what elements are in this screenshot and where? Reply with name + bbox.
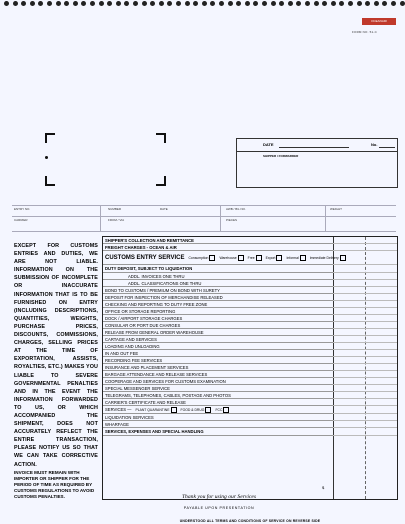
field-from-via: FROM / VIA: [108, 218, 125, 222]
perforation-hole: [314, 1, 319, 6]
field-rule-top: [12, 205, 396, 206]
charge-row-7: [103, 287, 333, 294]
perforation-hole: [357, 1, 362, 6]
charge-label: LOADING AND UNLOADING: [105, 344, 160, 349]
entry-type-option: [310, 256, 346, 260]
liability-notice: EXCEPT FOR CUSTOMS ENTRIES AND DUTIES, WE ARE NOT LIABLE. INFORMATION ON THE SUBMISSION OF INCOMPLETE OR INACCURATE INFORMATION THAT IS TO BE FURNISHED ON ENTRY (INCLUDING DESCRIPTIONS, QUANTITIES, WEIGHTS, PURCHASE PRICES, DISCOUNTS, COMMISSIONS, CHARGES, SELLING PRICES AT THE TIME OF EXPORTATION, ASSISTS, ROYALTIES, ETC.) MAKES YOU LIABLE TO SEVERE GOVERNMENTAL PENALTIES AND IN THE EVENT THE INFORMATION FORWARDED TO US, OR WHICH ACCOMPANIED THE SHIPMENT, DOES NOT ACCURATELY REFLECT THE ENTIRE TRANSACTION, PLEASE NOTIFY US SO THAT WE CAN TAKE CORRECTIVE ACTION.: [14, 243, 98, 468]
charge-label: ADDL. CLASSIFICATIONS ONE THRU: [128, 281, 202, 286]
charge-label: SERVICES —: [105, 407, 132, 412]
perforation-hole: [99, 1, 104, 6]
charge-label: BOND TO CUSTOMS / PREMIUM ON BOND WITH SURETY: [105, 288, 220, 293]
entry-type-option: [219, 256, 243, 260]
perforation-hole: [365, 1, 370, 6]
field-number: NUMBER: [108, 207, 122, 211]
date-label: DATE: [263, 142, 274, 147]
perforation-hole: [150, 1, 155, 6]
charge-row-11: [103, 315, 333, 322]
window-corner-bottom-left: [45, 176, 55, 186]
charge-label: CONSULAR OR PORT DUE CHARGES: [105, 323, 181, 328]
charge-label: DUTY DEPOSIT, SUBJECT TO LIQUIDATION: [105, 266, 193, 271]
perforation-hole: [279, 1, 284, 6]
perforation-hole: [253, 1, 258, 6]
amount-cell[interactable]: [333, 413, 397, 414]
amount-column-divider: [333, 237, 334, 499]
amount-cell[interactable]: [333, 356, 397, 357]
charge-row-21: [103, 385, 333, 392]
option-checkbox[interactable]: [256, 255, 262, 261]
charge-row-2: [103, 244, 333, 251]
perforation-hole: [142, 1, 147, 6]
charge-row-9: [103, 301, 333, 308]
charge-row-15: [103, 343, 333, 350]
perforation-hole: [339, 1, 344, 6]
charges-table: [102, 236, 398, 500]
perforation-hole: [305, 1, 310, 6]
option-checkbox[interactable]: [340, 255, 346, 261]
charge-row-1: [103, 237, 333, 244]
charge-row-5: [103, 273, 333, 280]
charge-row-13: [103, 329, 333, 336]
field-carrier: CARRIER: [14, 218, 28, 222]
charge-label: WHARFAGE: [105, 422, 129, 427]
amount-cell[interactable]: [333, 420, 397, 421]
field-entry-no: ENTRY NO.: [14, 207, 31, 211]
charge-label: SPECIAL MESSENGER SERVICE: [105, 386, 170, 391]
charge-row-20: [103, 378, 333, 385]
charge-row-14: [103, 336, 333, 343]
option-label: Export: [265, 256, 276, 260]
perforation-hole: [288, 1, 293, 6]
entry-type-option: [266, 256, 283, 260]
field-divider-1: [100, 205, 101, 231]
registration-dot: [45, 156, 48, 159]
charge-label: CUSTOMS ENTRY SERVICE: [105, 255, 185, 261]
field-rule-bottom: [12, 231, 396, 232]
entry-type-option: [135, 408, 176, 412]
field-rule-middle: [12, 216, 396, 217]
perforation-hole: [219, 1, 224, 6]
option-checkbox[interactable]: [300, 255, 306, 261]
company-logo: OCEANAIR: [362, 18, 396, 25]
charge-label: CHECKING AND REPORTING TO DUTY FREE ZONE: [105, 302, 208, 307]
option-label: Free: [247, 256, 255, 260]
option-label: Immediate Delivery: [309, 256, 339, 260]
amount-cell[interactable]: [333, 370, 397, 371]
perforation-hole: [47, 1, 52, 6]
amount-cell[interactable]: [333, 435, 397, 436]
charge-row-6: [103, 280, 333, 287]
perforation-hole: [4, 1, 9, 6]
amount-cell[interactable]: [333, 286, 397, 287]
entry-type-option: [286, 256, 305, 260]
charge-row-18: [103, 364, 333, 371]
perforation-hole: [245, 1, 250, 6]
perforation-hole: [13, 1, 18, 6]
entry-type-option: [215, 408, 229, 412]
charge-label: TELEGRAMS, TELEPHONES, CABLES, POSTAGE AND PHOTOS: [105, 393, 231, 398]
amount-cell[interactable]: [333, 321, 397, 322]
charge-label: OFFICE OR STORAGE REPORTING: [105, 309, 176, 314]
perforation-hole: [348, 1, 353, 6]
number-label: No.: [371, 142, 378, 147]
option-label: PLANT QUARANTINE: [135, 408, 170, 412]
form-number: FORM NO. 51-C: [352, 30, 377, 34]
perforation-hole: [38, 1, 43, 6]
perforation-hole: [116, 1, 121, 6]
perforation-hole: [228, 1, 233, 6]
field-date: DATE: [160, 207, 168, 211]
option-label: FOOD & DRUG: [180, 408, 205, 412]
charge-row-10: [103, 308, 333, 315]
entry-type-option: [181, 408, 212, 412]
charge-label: LIQUIDATION SERVICES: [105, 415, 154, 420]
perforation-hole: [167, 1, 172, 6]
charge-label: CARRIER'S CERTIFICATE AND RELEASE: [105, 400, 186, 405]
amount-cell[interactable]: [333, 314, 397, 315]
charge-label: SERVICES, EXPENSES AND SPECIAL HANDLING: [105, 429, 204, 434]
header-divider: [237, 151, 397, 152]
field-divider-2: [220, 205, 221, 231]
perforation-hole: [236, 1, 241, 6]
field-pieces: PIECES: [226, 218, 238, 222]
option-label: Warehouse: [219, 256, 237, 260]
charge-row-27: [103, 428, 333, 436]
charge-label: DEPOSIT FOR INSPECTION OF MERCHANDISE RELEASED: [105, 295, 223, 300]
amount-cell[interactable]: [333, 349, 397, 350]
consignee-label: SHIPPER / FORWARDER: [263, 154, 299, 158]
perforation-hole: [124, 1, 129, 6]
perforation-hole: [21, 1, 26, 6]
perforation-hole: [322, 1, 327, 6]
window-corner-top-right: [156, 133, 166, 143]
thank-you-note: Thank you for using our Services: [181, 494, 257, 500]
perforation-hole: [296, 1, 301, 6]
charge-row-17: [103, 357, 333, 364]
charge-label: INSURANCE AND PLACEMENT SERVICES: [105, 365, 189, 370]
amount-cell[interactable]: [333, 377, 397, 378]
number-line[interactable]: [379, 147, 395, 148]
perforation-hole: [73, 1, 78, 6]
charge-row-24: [103, 406, 333, 414]
charge-row-3: [103, 251, 339, 265]
entry-type-option: [248, 256, 262, 260]
charge-label: CARTAGE AND SERVICES: [105, 337, 157, 342]
payable-note: PAYABLE UPON PRESENTATION: [183, 506, 255, 510]
perforation-hole: [176, 1, 181, 6]
perforation-hole: [271, 1, 276, 6]
cents-column-divider: [365, 237, 366, 499]
entry-type-option: [188, 256, 215, 260]
amount-cell[interactable]: [333, 342, 397, 343]
charge-label: IN AND OUT FEE: [105, 351, 139, 356]
window-corner-bottom-right: [156, 176, 166, 186]
charge-label: ADDL. INVOICES ONE THRU: [128, 274, 185, 279]
perforation-hole: [81, 1, 86, 6]
perforation-hole: [64, 1, 69, 6]
charge-row-25: [103, 414, 333, 421]
perforation-hole: [133, 1, 138, 6]
amount-cell[interactable]: [333, 293, 397, 294]
charge-label: BARGAGE ATTENDANCE AND RELEASE SERVICES: [105, 372, 208, 377]
perforation-hole: [262, 1, 267, 6]
charge-row-19: [103, 371, 333, 378]
amount-cell[interactable]: [333, 398, 397, 399]
option-checkbox[interactable]: [223, 407, 229, 413]
perforation-hole: [56, 1, 61, 6]
amount-cell[interactable]: [333, 405, 397, 406]
field-weight: WEIGHT: [330, 207, 342, 211]
amount-cell[interactable]: [333, 335, 397, 336]
perforation-hole: [400, 1, 405, 6]
perforation-hole: [185, 1, 190, 6]
option-label: Informal: [286, 256, 299, 260]
charge-label: DOCK / AIRPORT STORAGE CHARGES: [105, 316, 183, 321]
amount-cell[interactable]: [333, 250, 397, 251]
field-awb: AWB / B/L NO.: [226, 207, 246, 211]
perforation-hole: [193, 1, 198, 6]
perforation-hole: [30, 1, 35, 6]
amount-cell[interactable]: [333, 279, 397, 280]
retention-notice: INVOICE MUST REMAIN WITH IMPORTER OR SHIPPER FOR THE PERIOD OF TIME AS REQUIRED BY CUSTOMS REGULATIONS TO AVOID CUSTOMS PENALTIES.: [14, 470, 95, 499]
option-label: FCC: [215, 408, 223, 412]
amount-cell[interactable]: [333, 300, 397, 301]
amount-cell[interactable]: [333, 427, 397, 428]
perforation-hole: [382, 1, 387, 6]
amount-cell[interactable]: [333, 328, 397, 329]
amount-cell[interactable]: [333, 307, 397, 308]
amount-cell[interactable]: [333, 391, 397, 392]
charge-row-23: [103, 399, 333, 406]
perforation-hole: [159, 1, 164, 6]
charge-row-12: [103, 322, 333, 329]
date-line[interactable]: [279, 147, 349, 148]
perforation-hole: [107, 1, 112, 6]
amount-cell[interactable]: [333, 264, 397, 265]
charge-row-26: [103, 421, 333, 428]
amount-cell[interactable]: [333, 384, 397, 385]
option-checkbox[interactable]: [205, 407, 211, 413]
option-label: Consumption: [188, 256, 209, 260]
invoice-header-box: [236, 138, 398, 188]
perforation-hole: [391, 1, 396, 6]
perforation-hole: [90, 1, 95, 6]
total-marker: $: [322, 485, 325, 490]
amount-cell[interactable]: [333, 243, 397, 244]
terms-footer: UNDERSTOOD ALL TERMS AND CONDITIONS OF SERVICE ON REVERSE SIDE: [179, 519, 321, 523]
charge-label: RELEASE FROM GENERAL ORDER WAREHOUSE: [105, 330, 204, 335]
charge-label: RECORDING FEE SERVICES: [105, 358, 163, 363]
charge-row-22: [103, 392, 333, 399]
option-checkbox[interactable]: [209, 255, 215, 261]
option-checkbox[interactable]: [276, 255, 282, 261]
charge-row-4: [103, 265, 333, 273]
charge-label: COOPERAGE AND SERVICES FOR CUSTOMS EXAMINATION: [105, 379, 226, 384]
option-checkbox[interactable]: [238, 255, 244, 261]
perforation-hole: [202, 1, 207, 6]
perforation-strip: [0, 0, 400, 8]
perforation-hole: [210, 1, 215, 6]
perforation-hole: [374, 1, 379, 6]
option-checkbox[interactable]: [171, 407, 177, 413]
field-divider-3: [325, 205, 326, 231]
charge-row-16: [103, 350, 333, 357]
amount-cell[interactable]: [333, 363, 397, 364]
charge-label: SHIPPER'S COLLECTION AND REMITTANCE: [105, 238, 194, 243]
perforation-hole: [331, 1, 336, 6]
charge-label: FREIGHT CHARGES - OCEAN & AIR: [105, 245, 177, 250]
window-corner-top-left: [45, 133, 55, 143]
charge-row-8: [103, 294, 333, 301]
amount-cell[interactable]: [333, 272, 397, 273]
